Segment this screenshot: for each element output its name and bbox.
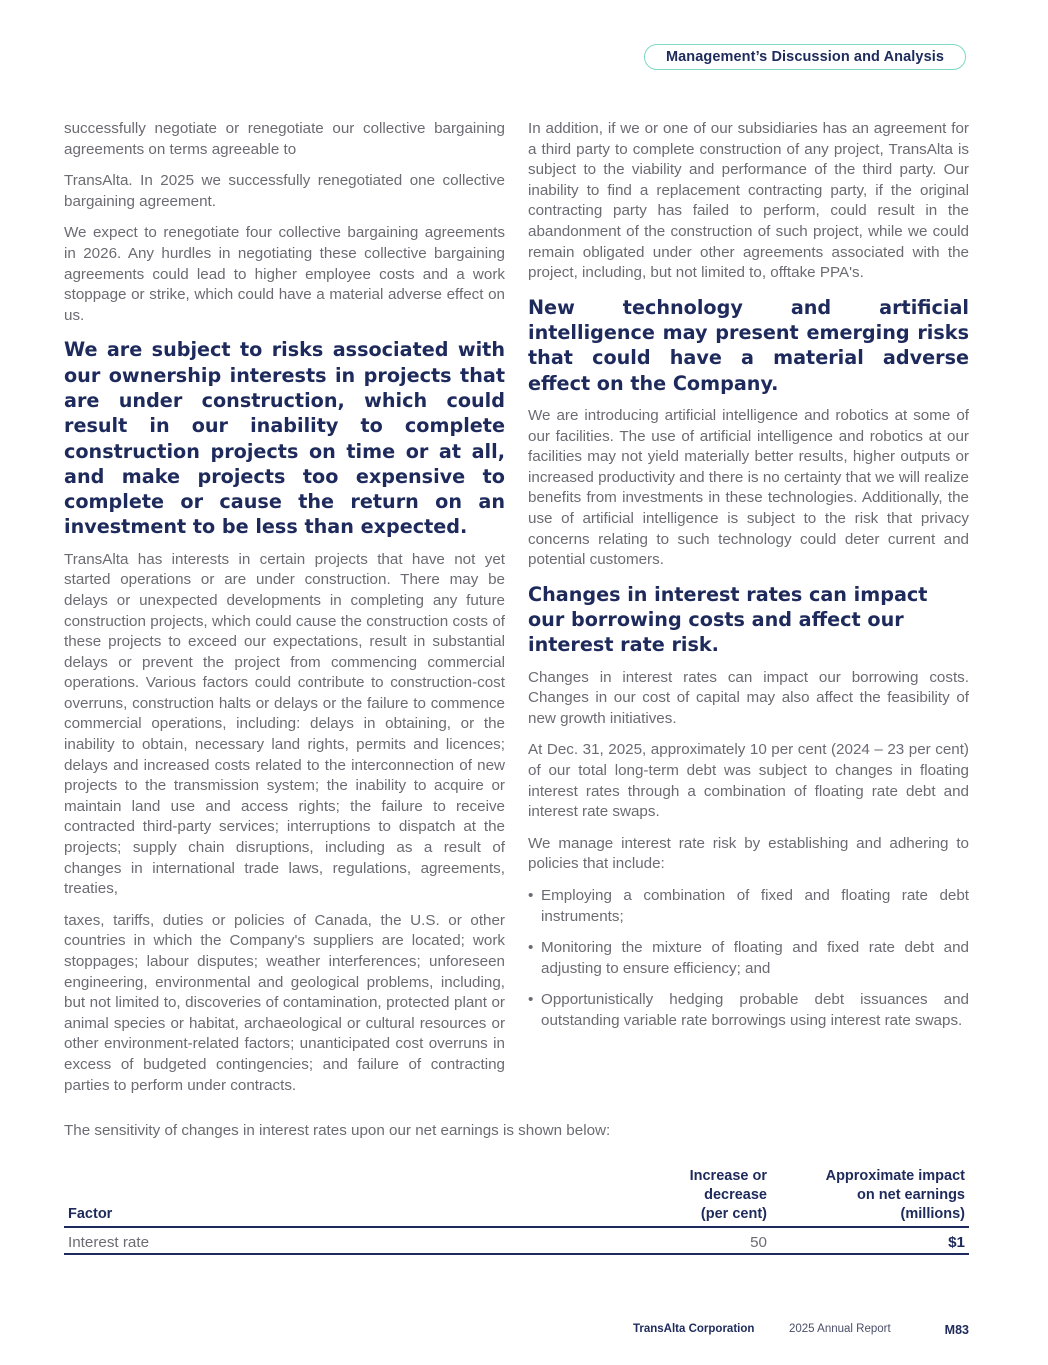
risk-heading-construction: We are subject to risks associated with our ownership interests in projects that are under construction, which could result in our inability to complete construction projects on time or at all, and make projects too expensive to complete or cause the return on an investment to be less than expected.	[64, 338, 505, 539]
bullet-icon: •	[528, 991, 534, 1009]
paragraph: TransAlta. In 2025 we successfully renegotiated one collective bargaining agreement.	[64, 172, 505, 210]
cell-factor: Interest rate	[64, 1227, 563, 1254]
risk-heading-interest-rates: Changes in interest rates can impact our borrowing costs and affect our interest rate risk.	[528, 582, 928, 657]
list-item	[528, 990, 969, 1031]
bullet-icon: •	[528, 939, 534, 957]
header-impact: Approximate impact on net earnings (millions)	[771, 1167, 969, 1227]
policy-list	[528, 886, 969, 1032]
right-column	[528, 119, 969, 1042]
table-row	[64, 1227, 969, 1254]
list-item	[528, 886, 969, 927]
footer-company: TransAlta Corporation	[633, 1323, 755, 1335]
paragraph: TransAlta has interests in certain projects that have not yet started operations or are under construction. There may be delays or unexpected developments in completing any future construction projects, which could cause the construction costs of these projects to exceed our expectations, result in substantial delays or prevent the project from commencing commercial operations. Various factors could contribute to construction-cost overruns, construction halts or delays or the failure to commence commercial operations, including: delays in obtaining, or the inability to obtain, necessary land rights, permits and licences; delays and increased costs related to the interconnection of new projects to the transmission system; the inability to acquire or maintain land use and access rights; the failure to receive contracted third-party services; interruptions to dispatch at the projects; supply chain disruptions, including as a result of changes in international trade laws, regulations, agreements, treaties,	[64, 550, 505, 898]
paragraph: We are introducing artificial intelligence and robotics at some of our facilities. The use of artificial intelligence and robotics at our facilities may not yield materially better results, higher outputs or increased productivity and there is no certainty that we will realize benefits from investments in these technologies. Additionally, the use of artificial intelligence is subject to the risk that privacy concerns relating to such technology could deter current and potential customers.	[528, 406, 969, 569]
paragraph: At Dec. 31, 2025, approximately 10 per cent (2024 – 23 per cent) of our total long-term debt was subject to changes in floating interest rates through a combination of floating rate debt and interest rate swaps.	[528, 741, 969, 821]
paragraph: Changes in interest rates can impact our borrowing costs. Changes in our cost of capital may also affect the feasibility of new growth initiatives.	[528, 668, 969, 727]
sensitivity-intro: The sensitivity of changes in interest rates upon our net earnings is shown below:	[64, 1122, 611, 1139]
list-item-text: Employing a combination of fixed and floating rate debt instruments;	[541, 886, 969, 925]
table-header-row	[64, 1167, 969, 1227]
paragraph: taxes, tariffs, duties or policies of Canada, the U.S. or other countries in which the Company's suppliers are located; work stoppages; labour disputes; weather interferences; unforeseen engineering, environmental and geological problems, including, but not limited to, discoveries of contamination, protected plant or animal species or habitat, archaeological or cultural resources or other environment-related factors; unanticipated cost overruns in excess of budgeted contingencies; and failure of contracting parties to perform under contracts.	[64, 911, 505, 1094]
page-footer	[0, 1323, 969, 1339]
paragraph: We manage interest rate risk by establishing and adhering to policies that include:	[528, 834, 969, 873]
list-item	[528, 938, 969, 979]
cell-change: 50	[563, 1227, 771, 1254]
paragraph: successfully negotiate or renegotiate our collective bargaining agreements on terms agreeable to	[64, 120, 505, 158]
cell-impact: $1	[771, 1227, 969, 1254]
left-column	[64, 119, 505, 1107]
header-factor: Factor	[64, 1167, 563, 1227]
section-label: Management’s Discussion and Analysis	[665, 49, 945, 65]
page-number: M83	[944, 1323, 969, 1337]
risk-heading-ai: New technology and artificial intelligence may present emerging risks that could have a material adverse effect on the Company.	[528, 295, 969, 395]
section-header-pill	[644, 44, 966, 70]
list-item-text: Monitoring the mixture of floating and fixed rate debt and adjusting to ensure efficiency; and	[541, 939, 969, 977]
sensitivity-table	[64, 1167, 969, 1255]
paragraph: In addition, if we or one of our subsidiaries has an agreement for a third party to complete construction of any project, TransAlta is subject to the viability and performance of the third party. Our inability to find a replacement contracting party, if the original contracting party has failed to perform, could result in the abandonment of the construction of such project, while we could remain obligated under other agreements associated with the project, including, but not limited to, offtake PPA's.	[528, 120, 969, 282]
footer-report: 2025 Annual Report	[789, 1323, 891, 1335]
header-change: Increase or decrease (per cent)	[563, 1167, 771, 1227]
bullet-icon: •	[528, 886, 534, 904]
paragraph: We expect to renegotiate four collective bargaining agreements in 2026. Any hurdles in negotiating these collective bargaining agreements could lead to higher employee costs and a work stoppage or strike, which could have a material adverse effect on us.	[64, 224, 505, 324]
list-item-text: Opportunistically hedging probable debt issuances and outstanding variable rate borrowings using interest rate swaps.	[541, 991, 969, 1029]
